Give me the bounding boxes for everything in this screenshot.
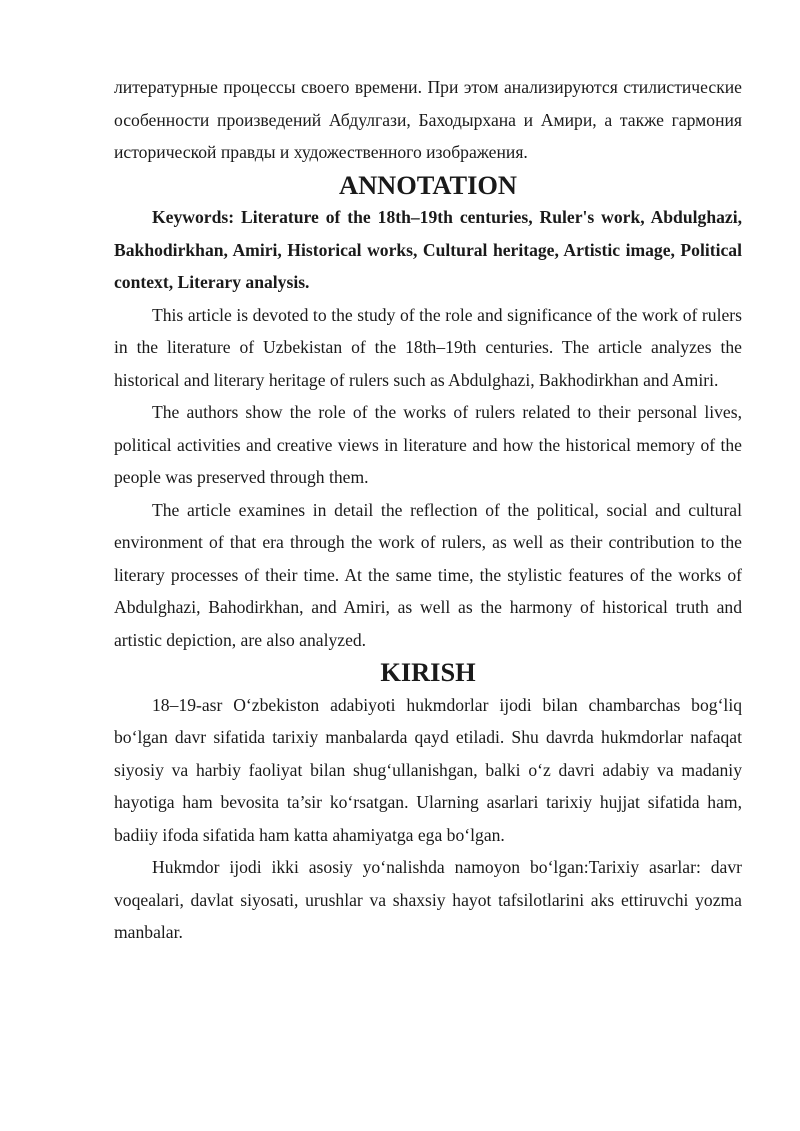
keywords-paragraph: Keywords: Literature of the 18th–19th centuries, Ruler's work, Abdulghazi, Bakhodirkhan, Amiri, Historical works, Cultural heritage, Artistic image, Political context, Literary analysis.	[114, 207, 742, 292]
annotation-paragraph-1: This article is devoted to the study of the role and significance of the work of rulers in the literature of Uzbekistan of the 18th–19th centuries. The article analyzes the historical and literary heritage of rulers such as Abdulghazi, Bakhodirkhan and Amiri.	[114, 304, 742, 390]
russian-summary-tail: литературные процессы своего времени. При этом анализируются стилистические особенности произведений Абдулгази, Баходырхана и Амири, а также гармония исторической правды и художественного изображения.	[114, 77, 742, 162]
annotation-paragraph-2: The authors show the role of the works of rulers related to their personal lives, political activities and creative views in literature and how the historical memory of the people was preserved through them.	[114, 402, 742, 487]
document-page	[114, 71, 742, 949]
annotation-paragraph-3: The article examines in detail the reflection of the political, social and cultural environment of that era through the work of rulers, as well as their contribution to the literary processes of their time. At the same time, the stylistic features of the works of Abdulghazi, Bahodirkhan, and Amiri, as well as the harmony of historical truth and artistic depiction, are also analyzed.	[114, 499, 742, 650]
kirish-heading: KIRISH	[380, 657, 476, 687]
kirish-paragraph-2: Hukmdor ijodi ikki asosiy yo‘nalishda namoyon bo‘lgan:Tarixiy asarlar: davr voqealari, davlat siyosati, urushlar va shaxsiy hayot tafsilotlarini aks ettiruvchi yozma manbalar.	[114, 857, 742, 942]
annotation-heading: ANNOTATION	[339, 169, 517, 200]
kirish-paragraph-1: 18–19-asr O‘zbekiston adabiyoti hukmdorlar ijodi bilan chambarchas bog‘liq bo‘lgan davr sifatida tarixiy manbalarda qayd etiladi. Shu davrda hukmdorlar nafaqat siyosiy va harbiy faoliyat bilan shug‘ullanishgan, balki o‘z davri adabiy va madaniy hayotiga ham bevosita ta’sir ko‘rsatgan. Ularning asarlari tarixiy hujjat sifatida ham, badiiy ifoda sifatida ham katta ahamiyatga ega bo‘lgan.	[114, 694, 742, 845]
